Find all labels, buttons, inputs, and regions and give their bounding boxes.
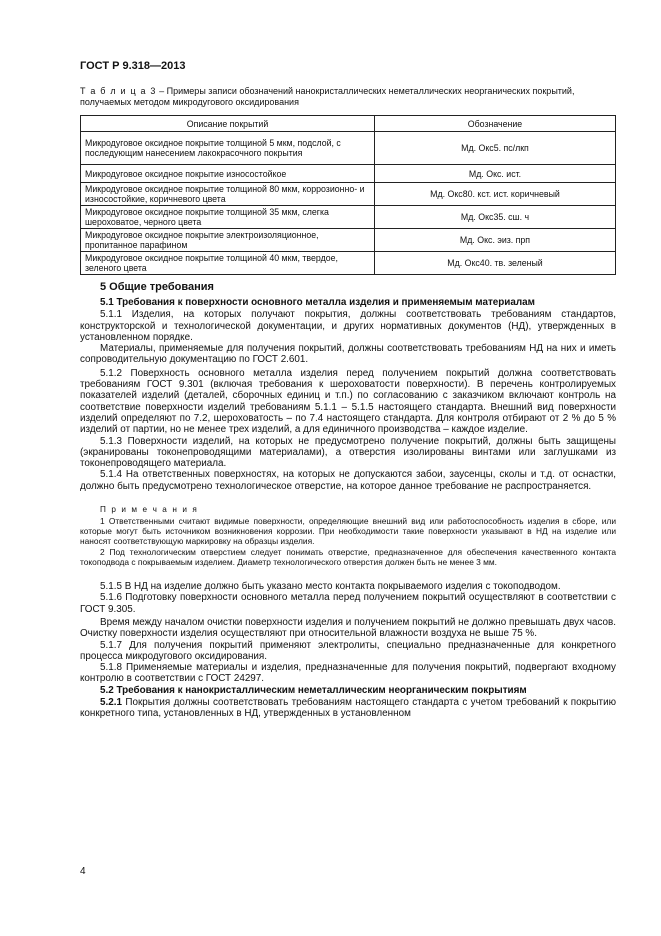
table-caption-label: Т а б л и ц а 3 xyxy=(80,86,157,96)
row-designation: Мд. Окс40. тв. зеленый xyxy=(375,252,616,275)
col-header-description: Описание покрытий xyxy=(81,116,375,132)
row-designation: Мд. Окс. эиз. прп xyxy=(375,229,616,252)
note-1: 1 Ответственными считают видимые поверхности, определяющие внешний вид или работоспособность изделия в сборе, или которые могут быть источником возникновения коррозии. При необходимости такие поверхности указывают в НД на изделие или наносят соответствующую маркировку на образцы изделия. xyxy=(80,516,616,547)
row-description: Микродуговое оксидное покрытие толщиной 5 мкм, подслой, с последующим нанесением лакокрасочного покрытия xyxy=(81,132,375,165)
row-description: Микродуговое оксидное покрытие толщиной 40 мкм, твердое, зеленого цвета xyxy=(81,252,375,275)
subsection-title-5-1: 5.1 Требования к поверхности основного металла изделия и применяемым материалам xyxy=(100,297,535,308)
row-description: Микродуговое оксидное покрытие износостойкое xyxy=(81,165,375,183)
subsection-title-5-2: 5.2 Требования к нанокристаллическим неметаллическим неорганическим покрытиям xyxy=(100,684,527,696)
table-row xyxy=(81,229,616,252)
note-2: 2 Под технологическим отверстием следует понимать отверстие, предназначенное для обеспечения качественного контакта токоподвода с покрываемым изделием. Диаметр технологического отверстия должен быть не менее 3 мм. xyxy=(80,546,616,567)
paragraph-5-1-6: 5.1.6 Подготовку поверхности основного металла перед получением покрытий осуществляют в соответствии с ГОСТ 9.305. xyxy=(80,592,616,615)
table-row xyxy=(81,206,616,229)
paragraph-5-2-1-text: Покрытия должны соответствовать требованиям настоящего стандарта с учетом требований к покрытию конкретного типа, установленных в НД, утвержденных в установленном xyxy=(80,697,616,720)
paragraph-5-1-6-time: Время между началом очистки поверхности изделия и получением покрытий не должно превышать двух часов. Очистку поверхности изделия осуществляют при относительной влажности воздуха не выше 75 %. xyxy=(80,616,616,640)
table-header-row xyxy=(81,116,616,132)
paragraph-5-2-1-number: 5.2.1 xyxy=(100,697,122,709)
table-row xyxy=(81,132,616,165)
paragraph-5-2-1 xyxy=(80,697,616,720)
table-row xyxy=(81,183,616,206)
paragraph-5-1-3: 5.1.3 Поверхности изделий, на которых не предусмотрено получение покрытий, должны быть защищены (экранированы токонепроводящими материалами), а отверстия изолированы винтами или заглушками из токонепроводящего материала. xyxy=(80,435,616,470)
table-row xyxy=(81,165,616,183)
paragraph-5-1-2: 5.1.2 Поверхность основного металла изделия перед получением покрытий должна соответствовать требованиям ГОСТ 9.301 (включая требования к шероховатости поверхности). В перечень контролируемых показателей изделий (деталей, сборочных единиц и т.п.) по согласованию с заказчиком включают контроль на соответствие поверхности изделий требованиям 5.1.1 – 5.1.5 настоящего стандарта. Внешний вид поверхности изделий определяют по 7.2, шероховатость – по 7.4 настоящего стандарта. Для контроля отбирают от 2 % до 5 % изделий от партии, но не менее трех изделий, а для единичного производства – каждое изделие. xyxy=(80,367,616,436)
designations-table xyxy=(80,115,616,275)
paragraph-5-1-7: 5.1.7 Для получения покрытий применяют электролиты, специально предназначенные для конкретного процесса микродугового оксидирования. xyxy=(80,639,616,662)
paragraph-5-1-8: 5.1.8 Применяемые материалы и изделия, предназначенные для получения покрытий, подвергают входному контролю в соответствии с ГОСТ 24297. xyxy=(80,662,616,685)
table-row xyxy=(81,252,616,275)
row-designation: Мд. Окс35. сш. ч xyxy=(375,206,616,229)
section-title: 5 Общие требования xyxy=(100,281,214,293)
row-designation: Мд. Окс80. кст. ист. коричневый xyxy=(375,183,616,206)
row-designation: Мд. Окс5. пс/лкп xyxy=(375,132,616,165)
table-caption xyxy=(80,86,616,108)
row-description: Микродуговое оксидное покрытие электроизоляционное, пропитанное парафином xyxy=(81,229,375,252)
notes-block xyxy=(80,505,616,567)
col-header-designation: Обозначение xyxy=(375,116,616,132)
row-designation: Мд. Окс. ист. xyxy=(375,165,616,183)
standard-header: ГОСТ Р 9.318—2013 xyxy=(80,60,186,72)
row-description: Микродуговое оксидное покрытие толщиной 80 мкм, коррозионно- и износостойкие, коричневого цвета xyxy=(81,183,375,206)
paragraph-5-1-5: 5.1.5 В НД на изделие должно быть указано место контакта покрываемого изделия с токоподводом. xyxy=(100,581,561,593)
paragraph-5-1-4: 5.1.4 На ответственных поверхностях, на которых не допускаются забои, заусенцы, сколы и т.д. от оснастки, должно быть предусмотрено технологическое отверстие, на которое данное требование не распространяется. xyxy=(80,469,616,492)
paragraph-5-1-1: 5.1.1 Изделия, на которых получают покрытия, должны соответствовать требованиям стандартов, конструкторской и технологической документации, и других нормативных документов (НД), утвержденных в установленном порядке. xyxy=(80,309,616,343)
document-page xyxy=(80,60,616,720)
page-number: 4 xyxy=(80,866,86,877)
row-description: Микродуговое оксидное покрытие толщиной 35 мкм, слегка шероховатое, черного цвета xyxy=(81,206,375,229)
table-caption-text: – Примеры записи обозначений нанокристаллических неметаллических неорганических покрытий, получаемых методом микродугового оксидирования xyxy=(80,86,575,107)
notes-title: П р и м е ч а н и я xyxy=(100,505,199,515)
paragraph-5-1-1-materials: Материалы, применяемые для получения покрытий, должны соответствовать требованиям НД на них и иметь сопроводительную документацию по ГОСТ 2.601. xyxy=(80,343,616,366)
